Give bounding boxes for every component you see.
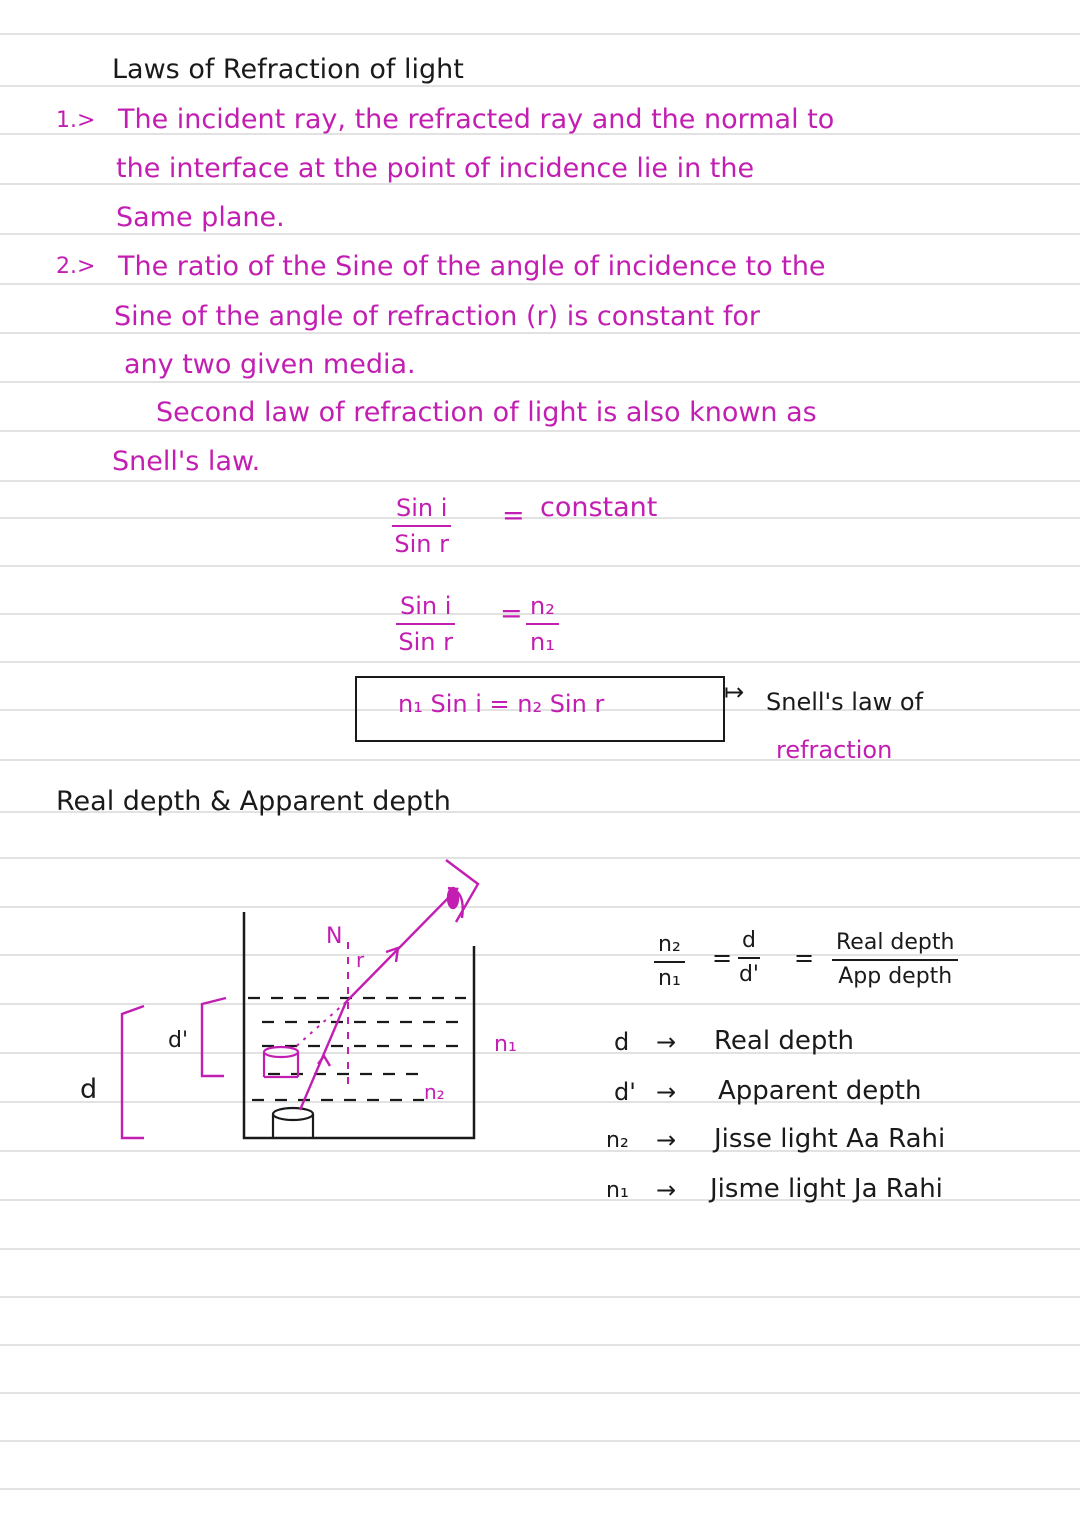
ratio-d-fraction [738, 930, 760, 986]
real-object-icon [273, 1108, 313, 1137]
real-depth-bracket [122, 1006, 144, 1138]
snell-note-line-2: Snell's law. [112, 446, 261, 477]
law-1-number: 1.> [56, 108, 96, 133]
incident-ray [300, 1002, 346, 1110]
normal-label: N [326, 924, 343, 949]
legend-sym-3: n₂ [606, 1128, 629, 1153]
snell-label-line-2: refraction [776, 736, 893, 764]
ratio-equals-1: = [712, 944, 733, 972]
legend-arrow-1: → [656, 1028, 677, 1056]
ratio-d-numerator: d [738, 930, 760, 959]
legend-text-1: Real depth [714, 1026, 854, 1056]
law-2-line-2: Sine of the angle of refraction (r) is constant for [114, 301, 760, 332]
legend-arrow-4: → [656, 1176, 677, 1204]
ratio-depth-numerator: Real depth [832, 932, 958, 961]
legend-text-4: Jisme light Ja Rahi [710, 1174, 943, 1204]
eq2-rhs-denominator: n₁ [530, 628, 555, 656]
eq1-numerator: Sin i [392, 496, 451, 527]
law-2-line-1: The ratio of the Sine of the angle of incidence to the [118, 251, 826, 282]
eq2-denominator: Sin r [398, 628, 454, 656]
apparent-depth-bracket [202, 998, 226, 1076]
ratio-depth-fraction [832, 932, 958, 988]
ratio-n-fraction [654, 934, 685, 990]
n2-label: n₂ [424, 1080, 445, 1104]
eq1-equals: = [502, 500, 525, 531]
law-1-line-3: Same plane. [116, 202, 285, 233]
legend-sym-1: d [614, 1028, 630, 1056]
apparent-object-icon [264, 1047, 298, 1077]
legend-arrow-3: → [656, 1126, 677, 1154]
ratio-d-denominator: d' [738, 962, 759, 987]
legend-sym-2: d' [614, 1078, 636, 1106]
apparent-depth-label: d' [168, 1028, 189, 1053]
refracted-ray [346, 888, 458, 1002]
legend-arrow-2: → [656, 1078, 677, 1106]
page-title: Laws of Refraction of light [112, 54, 464, 85]
eq1-denominator: Sin r [394, 530, 450, 558]
ratio-n-denominator: n₁ [658, 966, 681, 991]
section-2-title: Real depth & Apparent depth [56, 786, 451, 817]
legend-text-2: Apparent depth [718, 1076, 922, 1106]
eq2-numerator: Sin i [396, 594, 455, 625]
ratio-equals-2: = [794, 944, 815, 972]
snell-equation: n₁ Sin i = n₂ Sin r [398, 690, 605, 718]
ratio-depth-denominator: App depth [838, 964, 953, 989]
eq2-equals: = [500, 598, 523, 629]
law-1-line-1: The incident ray, the refracted ray and the normal to [118, 104, 835, 135]
legend-sym-4: n₁ [606, 1178, 629, 1203]
virtual-ray [292, 1002, 346, 1050]
real-depth-label: d [80, 1074, 98, 1105]
legend-text-3: Jisse light Aa Rahi [714, 1124, 946, 1154]
law-1-line-2: the interface at the point of incidence lie in the [116, 153, 755, 184]
snell-note-line-1: Second law of refraction of light is also known as [156, 397, 817, 428]
angle-r-label: r [356, 948, 365, 972]
ratio-n-numerator: n₂ [654, 934, 685, 963]
eq2-rhs-numerator: n₂ [526, 594, 559, 625]
snell-label-line-1: Snell's law of [766, 688, 924, 716]
snell-arrow: ↦ [724, 678, 745, 706]
n1-label: n₁ [494, 1032, 517, 1057]
law-2-number: 2.> [56, 254, 96, 279]
eq1-rhs: constant [540, 492, 658, 523]
water-container [244, 912, 474, 1138]
law-2-line-3: any two given media. [124, 349, 416, 380]
eye-icon [446, 860, 478, 922]
